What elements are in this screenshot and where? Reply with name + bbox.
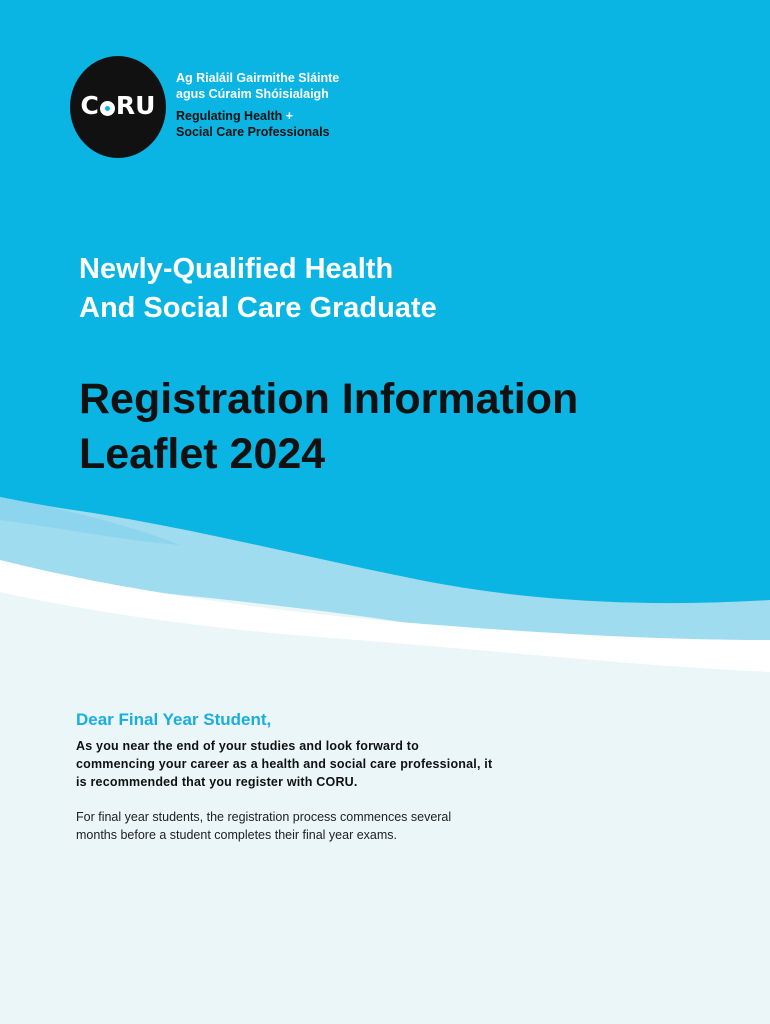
- coru-logo: [70, 56, 370, 160]
- subtitle-line: And Social Care Graduate: [79, 292, 437, 324]
- cover-subtitle: [79, 250, 639, 328]
- intro-line: is recommended that you register with CORU.: [76, 775, 358, 789]
- logo-english-text: Regulating Health: [176, 109, 283, 123]
- logo-irish-line: Ag Rialáil Gairmithe Sláinte: [176, 71, 340, 85]
- logo-english-line: Social Care Professionals: [176, 125, 330, 139]
- logo-english-line: [176, 108, 330, 124]
- intro-line: commencing your career as a health and social care professional, it: [76, 757, 493, 771]
- letter-intro: [76, 737, 546, 791]
- title-line: Leaflet 2024: [79, 430, 326, 478]
- letter-greeting: Dear Final Year Student,: [76, 710, 272, 729]
- subtitle-line: Newly-Qualified Health: [79, 253, 394, 285]
- logo-irish-line: agus Cúraim Shóisialaigh: [176, 87, 329, 101]
- title-line: Registration Information: [79, 375, 579, 423]
- body-line: For final year students, the registration process commences several: [76, 810, 452, 824]
- logo-plus: +: [285, 109, 294, 123]
- logo-mark: C RU: [80, 91, 156, 120]
- logo-english-tagline: [176, 108, 330, 140]
- cover-title: [79, 372, 719, 482]
- logo-irish-tagline: [176, 70, 339, 102]
- body-line: months before a student completes their final year exams.: [76, 828, 397, 842]
- logo-circle: [70, 56, 166, 158]
- logo-o-icon: [100, 101, 115, 116]
- intro-line: As you near the end of your studies and look forward to: [76, 739, 419, 753]
- letter-body: [76, 808, 526, 844]
